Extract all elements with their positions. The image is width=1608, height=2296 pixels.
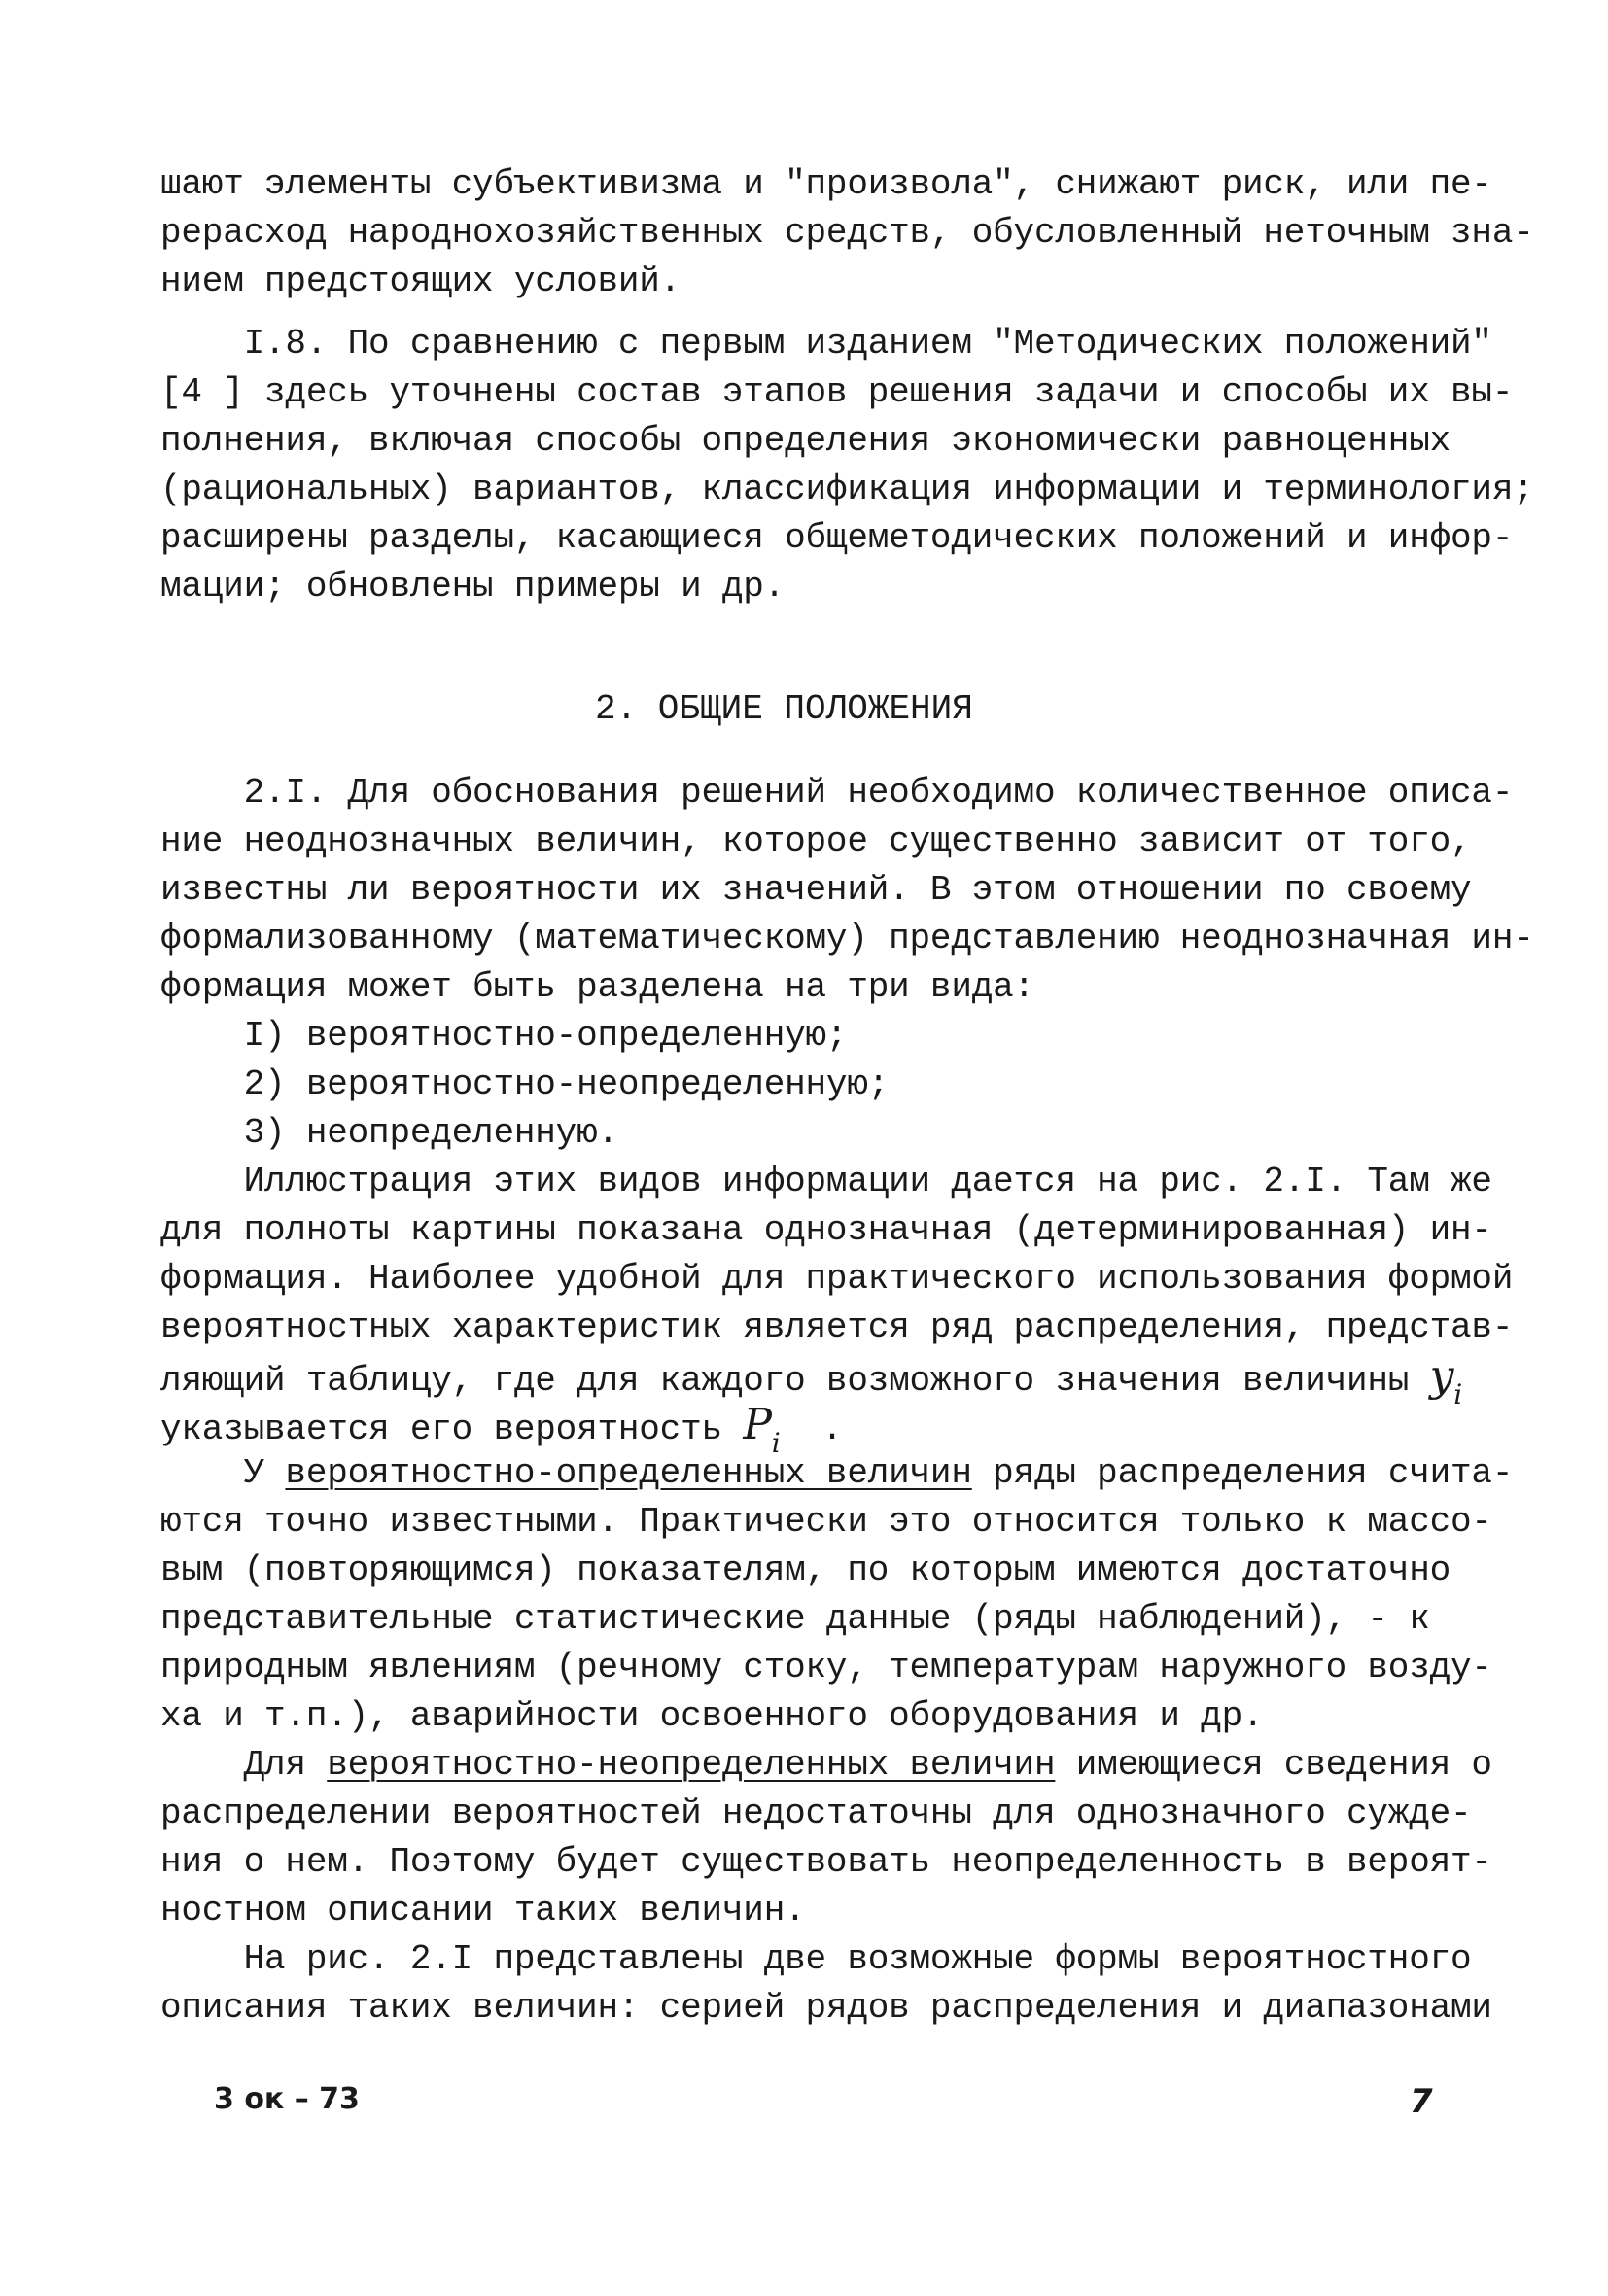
symbol-p: $P_i$ bbox=[743, 1400, 781, 1459]
text-fragment: . bbox=[780, 1409, 843, 1449]
text-line: мации; обновлены примеры и др. bbox=[160, 567, 786, 607]
text-line: природным явлениям (речному стоку, температурам наружного возду- bbox=[160, 1648, 1492, 1687]
text-line: 2.I. Для обоснования решений необходимо количественное описа- bbox=[160, 773, 1514, 813]
text-line: формация может быть разделена на три вида: bbox=[160, 967, 1034, 1007]
text-line: У вероятностно-определенных величин ряды распределения счита- bbox=[160, 1453, 1514, 1493]
underlined-term: вероятностно-определенных величин bbox=[285, 1453, 972, 1493]
text-line: распределении вероятностей недостаточны для однозначного сужде- bbox=[160, 1793, 1472, 1833]
text-line: вым (повторяющимся) показателям, по которым имеются достаточно bbox=[160, 1550, 1451, 1590]
text-line: для полноты картины показана однозначная (детерминированная) ин- bbox=[160, 1210, 1492, 1250]
text-line: Иллюстрация этих видов информации дается на рис. 2.I. Там же bbox=[160, 1162, 1492, 1201]
list-item: I) вероятностно-определенную; bbox=[160, 1016, 848, 1056]
text-line: полнения, включая способы определения экономически равноценных bbox=[160, 421, 1451, 461]
text-line: формация. Наиболее удобной для практического использования формой bbox=[160, 1259, 1514, 1299]
text-line: представительные статистические данные (ряды наблюдений), - к bbox=[160, 1599, 1430, 1639]
text-line: известны ли вероятности их значений. В этом отношении по своему bbox=[160, 870, 1472, 910]
footer-code: 3 ок – 73 bbox=[214, 2082, 360, 2116]
list-item: 2) вероятностно-неопределенную; bbox=[160, 1064, 890, 1104]
text-line: вероятностных характеристик является ряд распределения, представ- bbox=[160, 1307, 1514, 1347]
text-line: ния о нем. Поэтому будет существовать неопределенность в вероят- bbox=[160, 1842, 1492, 1882]
section-heading: 2. ОБЩИЕ ПОЛОЖЕНИЯ bbox=[595, 689, 973, 729]
text-line: Для вероятностно-неопределенных величин имеющиеся сведения о bbox=[160, 1745, 1492, 1785]
page-number: 7 bbox=[1410, 2082, 1433, 2121]
text-fragment: указывается его вероятность bbox=[160, 1409, 744, 1449]
text-fragment: ляющий таблицу, где для каждого возможного значения величины bbox=[160, 1361, 1430, 1401]
text-line: [4 ] здесь уточнены состав этапов решения задачи и способы их вы- bbox=[160, 372, 1514, 412]
text-line: формализованному (математическому) представлению неоднозначная ин- bbox=[160, 919, 1534, 958]
text-line: расширены разделы, касающиеся общеметодических положений и инфор- bbox=[160, 518, 1514, 558]
text-line: описания таких величин: серией рядов распределения и диапазонами bbox=[160, 1988, 1492, 2028]
text-line: шают элементы субъективизма и "произвола", снижают риск, или пе- bbox=[160, 164, 1492, 204]
text-line: ностном описании таких величин. bbox=[160, 1891, 806, 1931]
text-line: ние неоднозначных величин, которое существенно зависит от того, bbox=[160, 821, 1472, 861]
list-item: 3) неопределенную. bbox=[160, 1113, 618, 1153]
text-line: (рациональных) вариантов, классификация информации и терминология; bbox=[160, 470, 1534, 509]
text-line: I.8. По сравнению с первым изданием "Методических положений" bbox=[160, 324, 1492, 364]
text-line: ха и т.п.), аварийности освоенного оборудования и др. bbox=[160, 1696, 1264, 1736]
text-line: На рис. 2.I представлены две возможные формы вероятностного bbox=[160, 1939, 1472, 1979]
text-line: нием предстоящих условий. bbox=[160, 261, 682, 301]
symbol-y: $y_i$ bbox=[1429, 1351, 1463, 1410]
text-line: ются точно известными. Практически это относится только к массо- bbox=[160, 1502, 1492, 1542]
text-line: рерасход народнохозяйственных средств, обусловленный неточным зна- bbox=[160, 213, 1534, 253]
underlined-term: вероятностно-неопределенных величин bbox=[327, 1745, 1056, 1785]
